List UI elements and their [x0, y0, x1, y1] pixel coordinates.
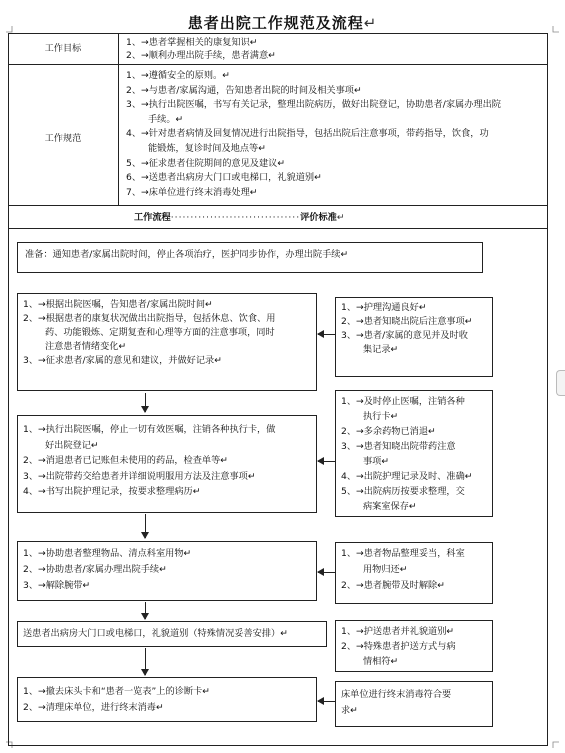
step-line: 2、→清理床单位，进行终末消毒↵	[23, 702, 164, 713]
step-2-box	[17, 415, 317, 513]
step-line: 好出院登记↵	[45, 439, 99, 451]
arrow-down	[145, 602, 146, 619]
standard-line: 用物归还↵	[363, 564, 408, 575]
step-line: 2、→根据患者的康复状况做出出院指导，包括休息、饮食、用	[23, 313, 276, 324]
step-4-standard-box	[335, 620, 493, 672]
paragraph-mark: ↵	[336, 212, 345, 223]
step-line: 3、→征求患者/家属的意见和建议，并做好记录↵	[23, 355, 222, 366]
step-line: 1、→执行出院医嘱，停止一切有效医嘱，注销各种执行卡，做	[23, 424, 276, 435]
scroll-handle[interactable]	[556, 370, 565, 396]
step-5-standard-box	[335, 681, 493, 727]
norm-line: 5、→征求患者住院期间的意见及建议↵	[126, 157, 286, 169]
step-line: 2、→协助患者/家属办理出院手续↵	[23, 564, 167, 575]
arrow-left	[318, 461, 335, 462]
goal-label: 工作目标	[44, 43, 82, 54]
step-5-box	[17, 677, 317, 722]
step-line: 注意患者情绪变化↵	[45, 341, 127, 352]
standard-line: 执行卡↵	[363, 411, 399, 422]
step-line: 3、→出院带药交给患者并详细说明服用方法及注意事项↵	[23, 470, 256, 482]
standard-line: 1、→及时停止医嘱，注销各种	[341, 396, 465, 407]
standard-line: 3、→患者知晓出院带药注意	[341, 441, 456, 452]
standard-line: 事项↵	[363, 456, 390, 467]
standard-line: 集记录↵	[363, 344, 399, 355]
flow-header: 工作流程	[134, 212, 171, 223]
arrow-down	[145, 514, 146, 538]
norm-line: 4、→针对患者病情及回复情况进行出院指导，包括出院后注意事项，带药指导，饮食，功	[126, 128, 489, 140]
standard-line: 3、→患者/家属的意见并及时收	[341, 330, 468, 341]
step-1-box	[17, 293, 317, 391]
standard-line: 5、→出院病历按要求整理，交	[341, 486, 465, 497]
goal-list	[126, 36, 541, 62]
step-1-standard-box	[335, 297, 493, 377]
arrow-left	[318, 572, 335, 573]
standard-line: 2、→患者知晓出院后注意事项↵	[341, 316, 473, 327]
norm-line: 手续。↵	[148, 113, 184, 125]
step-line: 药、功能锻炼、定期复查和心理等方面的注意事项，同时	[45, 327, 275, 338]
standard-line: 2、→多余药物已消退↵	[341, 426, 436, 437]
step-3-standard-box	[335, 542, 493, 604]
norm-label: 工作规范	[44, 133, 82, 144]
standard-line: 2、→患者腕带及时解除↵	[341, 580, 445, 591]
step-line: 1、→撤去床头卡和“患者一览表”上的诊断卡↵	[23, 686, 210, 697]
step-2-standard-box	[335, 390, 493, 517]
arrow-down	[145, 648, 146, 675]
norm-line: 6、→送患者出病房大门口或电梯口，礼貌道别↵	[126, 172, 322, 184]
goal-line: 1、→患者掌握相关的康复知识↵	[126, 37, 258, 48]
goal-line: 2、→顺利办理出院手续，患者满意↵	[126, 50, 276, 62]
arrow-left	[318, 334, 335, 335]
standard-line: 情相符↵	[363, 656, 399, 667]
norm-line: 2、→与患者/家属沟通，告知患者出院的时间及相关事项↵	[126, 84, 362, 96]
standard-line: 1、→护送患者并礼貌道别↵	[341, 626, 455, 637]
leader-dots: ·································	[170, 212, 301, 223]
standard-line: 1、→患者物品整理妥当，科室	[341, 548, 465, 559]
step-line: 2、→消退患者已记账但未使用的药品，检查单等↵	[23, 455, 228, 466]
standard-line: 求↵	[341, 705, 358, 716]
flow-header-row	[134, 211, 434, 224]
arrow-left	[318, 701, 335, 702]
prep-text: 准备：通知患者/家属出院时间，停止各项治疗，医护同步协作，办理出院手续↵	[25, 249, 349, 260]
standard-line: 4、→出院护理记录及时、准确↵	[341, 471, 473, 482]
step-3-box	[17, 541, 317, 601]
step-line: 1、→协助患者整理物品、清点科室用物↵	[23, 548, 192, 559]
arrow-down	[145, 393, 146, 412]
step-line: 送患者出病房大门口或电梯口，礼貌道别（特殊情况妥善安排）↵	[23, 628, 288, 639]
step-line: 3、→解除腕带↵	[23, 580, 91, 591]
standard-header: 评价标准	[300, 212, 337, 223]
norm-line: 7、→床单位进行终末消毒处理↵	[126, 186, 258, 198]
norm-line: 1、→遵循安全的原则。↵	[126, 70, 230, 81]
norm-list	[126, 69, 546, 200]
norm-line: 能锻炼，复诊时间及地点等↵	[148, 142, 266, 154]
prep-box	[17, 242, 483, 273]
standard-line: 2、→特殊患者护送方式与病	[341, 641, 456, 652]
paragraph-mark: ↵	[363, 14, 378, 32]
standard-line: 病案室保存↵	[363, 501, 417, 512]
standard-line: 1、→护理沟通良好↵	[341, 302, 427, 313]
step-line: 4、→书写出院护理记录，按要求整理病历↵	[23, 486, 201, 497]
step-4-box	[17, 621, 327, 647]
step-line: 1、→根据出院医嘱，告知患者/家属出院时间↵	[23, 299, 213, 310]
standard-line: 床单位进行终末消毒符合要	[341, 689, 452, 700]
document-title: 患者出院工作规范及流程↵	[187, 14, 378, 32]
norm-line: 3、→执行出院医嘱，书写有关记录，整理出院病历，做好出院登记，协助患者/家属办理出院	[126, 99, 501, 111]
